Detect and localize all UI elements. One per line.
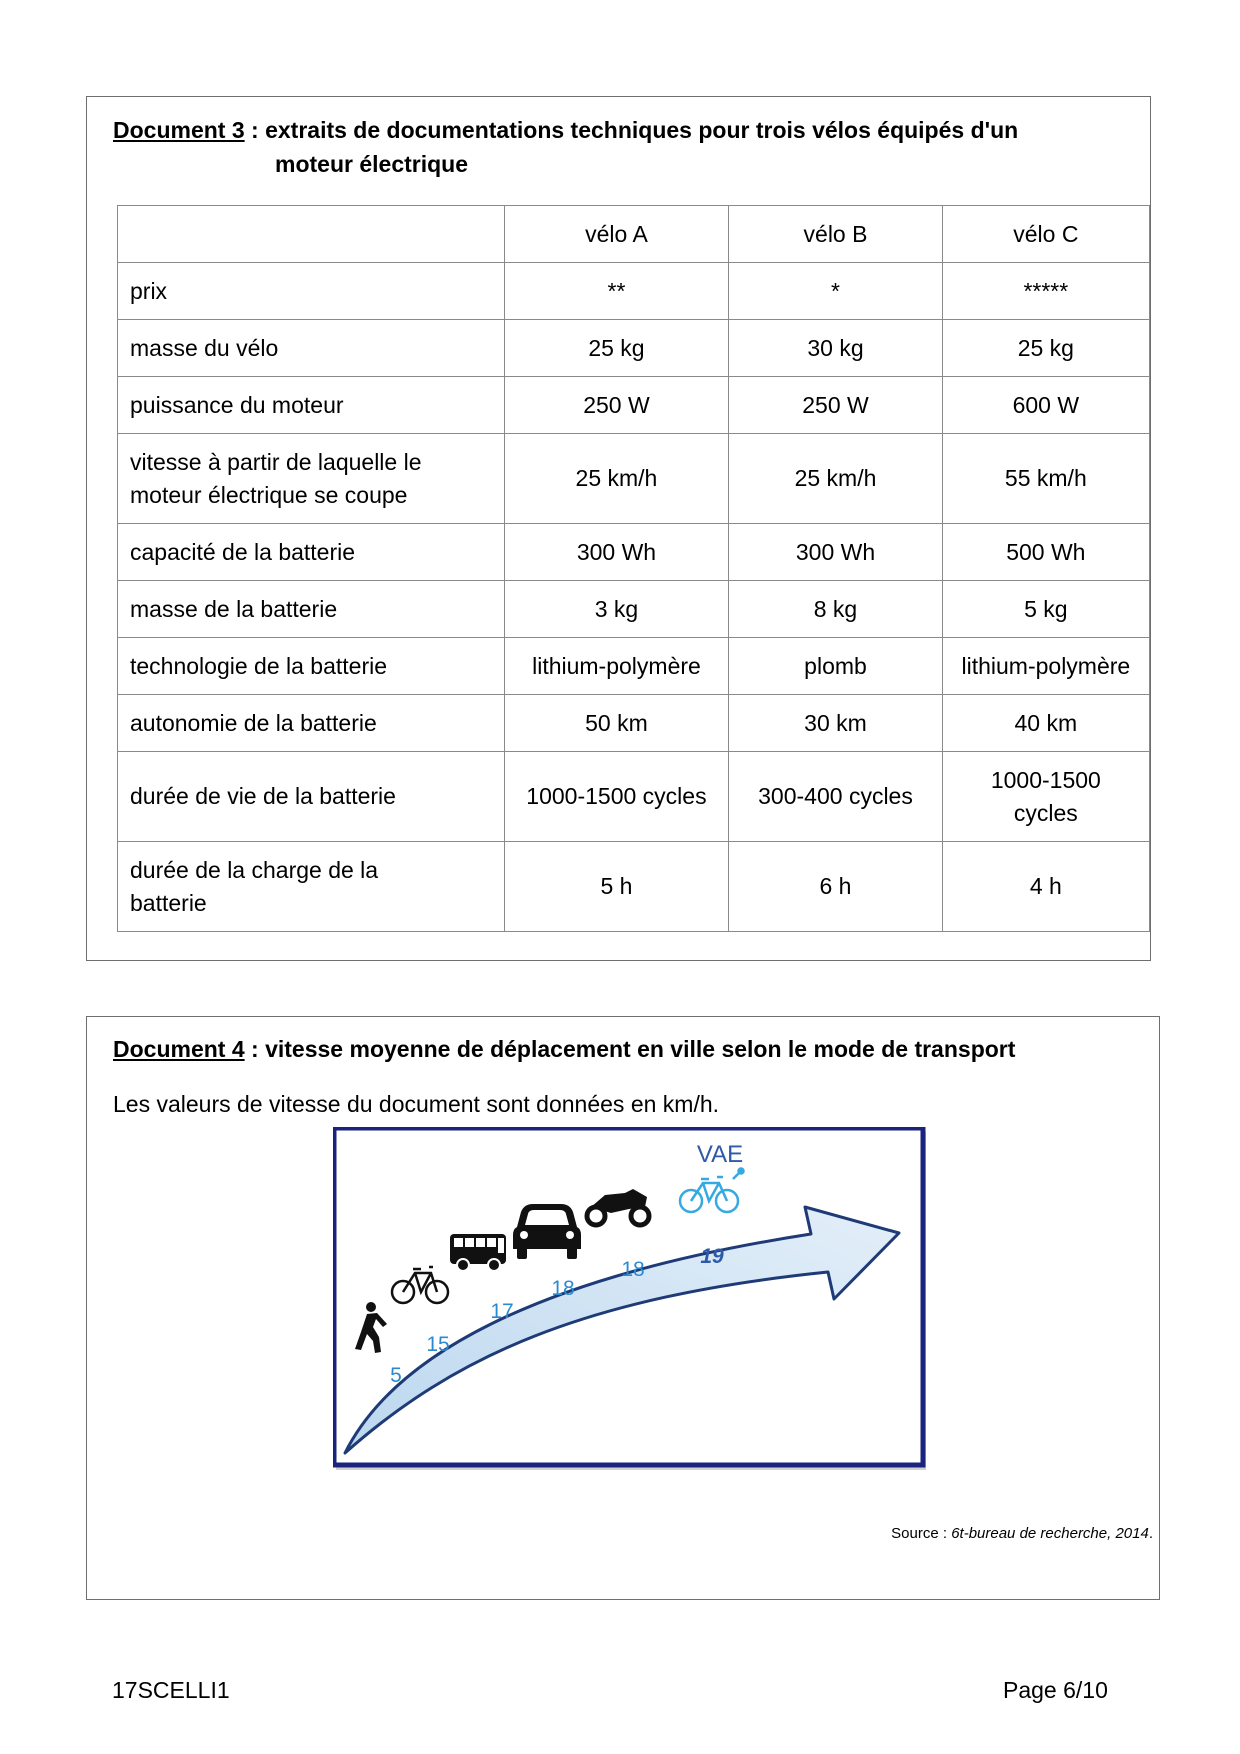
table-corner-cell [118, 206, 505, 263]
cell-velo-c: 25 kg [942, 320, 1149, 377]
cell-velo-c: 600 W [942, 377, 1149, 434]
table-row-capacite [118, 524, 1150, 581]
row-label: autonomie de la batterie [118, 695, 505, 752]
row-label: masse de la batterie [118, 581, 505, 638]
cell-velo-b: 300 Wh [729, 524, 942, 581]
row-label: technologie de la batterie [118, 638, 505, 695]
cell-velo-c: 1000-1500 cycles [942, 752, 1149, 842]
cell-velo-b: 30 kg [729, 320, 942, 377]
row-label: durée de vie de la batterie [118, 752, 505, 842]
row-label: vitesse à partir de laquelle le moteur électrique se coupe [118, 434, 505, 524]
cell-velo-a: 3 kg [504, 581, 729, 638]
cell-velo-b: * [729, 263, 942, 320]
cell-velo-b: plomb [729, 638, 942, 695]
cell-velo-a: 50 km [504, 695, 729, 752]
source-reference: 6t-bureau de recherche, 2014 [951, 1525, 1149, 1542]
document-3-title-line1: extraits de documentations techniques pour trois vélos équipés d'un [265, 117, 1019, 143]
document-3-heading [113, 113, 1113, 181]
transport-speed-infographic [333, 1127, 931, 1475]
cell-velo-a: 25 km/h [504, 434, 729, 524]
document-4-box [86, 1016, 1160, 1600]
table-row-vitesse-coupure [118, 434, 1150, 524]
row-label: capacité de la batterie [118, 524, 505, 581]
table-row-technologie [118, 638, 1150, 695]
cell-velo-c: 55 km/h [942, 434, 1149, 524]
cell-velo-c: 4 h [942, 842, 1149, 932]
speed-value-2: 15 [426, 1333, 450, 1356]
table-row-duree-charge [118, 842, 1150, 932]
table-row-puissance [118, 377, 1150, 434]
footer-document-code: 17SCELLI1 [112, 1677, 230, 1703]
source-prefix: Source : [891, 1525, 952, 1542]
cell-velo-a: 25 kg [504, 320, 729, 377]
speed-value-3: 17 [490, 1300, 514, 1323]
cell-velo-c: ***** [942, 263, 1149, 320]
cell-velo-c: 5 kg [942, 581, 1149, 638]
column-header-velo-a: vélo A [504, 206, 729, 263]
row-label: masse du vélo [118, 320, 505, 377]
cell-velo-a: 250 W [504, 377, 729, 434]
row-label: puissance du moteur [118, 377, 505, 434]
speed-value-6: 19 [700, 1245, 724, 1268]
cell-velo-b: 25 km/h [729, 434, 942, 524]
cell-velo-c: 500 Wh [942, 524, 1149, 581]
row-label: durée de la charge de la batterie [118, 842, 505, 932]
cell-velo-b: 8 kg [729, 581, 942, 638]
document-3-label: Document 3 [113, 117, 245, 143]
cell-velo-b: 250 W [729, 377, 942, 434]
speed-value-5: 18 [621, 1258, 645, 1281]
document-4-separator: : [244, 1036, 266, 1062]
cell-velo-c: 40 km [942, 695, 1149, 752]
column-header-velo-c: vélo C [942, 206, 1149, 263]
speed-value-4: 18 [551, 1277, 575, 1300]
vae-label: VAE [696, 1141, 744, 1168]
row-label: prix [118, 263, 505, 320]
cell-velo-a: 1000-1500 cycles [504, 752, 729, 842]
source-line [891, 1525, 1153, 1542]
document-3-box [86, 96, 1151, 961]
document-4-intro: Les valeurs de vitesse du document sont données en km/h. [113, 1091, 720, 1117]
footer-page-number: Page 6/10 [1003, 1677, 1108, 1703]
table-header-row [118, 206, 1150, 263]
cell-velo-a: lithium-polymère [504, 638, 729, 695]
document-4-heading [113, 1032, 1015, 1066]
document-3-separator: : [244, 117, 266, 143]
table-row-duree-vie [118, 752, 1150, 842]
speed-value-1: 5 [390, 1364, 402, 1387]
document-3-title-line2: moteur électrique [275, 151, 468, 177]
cell-velo-b: 300-400 cycles [729, 752, 942, 842]
cell-velo-a: ** [504, 263, 729, 320]
cell-velo-c: lithium-polymère [942, 638, 1149, 695]
column-header-velo-b: vélo B [729, 206, 942, 263]
cell-velo-b: 30 km [729, 695, 942, 752]
table-row-autonomie [118, 695, 1150, 752]
cell-velo-a: 300 Wh [504, 524, 729, 581]
table-row-masse-batterie [118, 581, 1150, 638]
document-4-label: Document 4 [113, 1036, 245, 1062]
cell-velo-b: 6 h [729, 842, 942, 932]
table-row-masse-velo [118, 320, 1150, 377]
cell-velo-a: 5 h [504, 842, 729, 932]
spec-table [117, 205, 1150, 932]
source-suffix: . [1148, 1525, 1153, 1542]
table-row-prix [118, 263, 1150, 320]
document-4-title: vitesse moyenne de déplacement en ville selon le mode de transport [265, 1036, 1016, 1062]
